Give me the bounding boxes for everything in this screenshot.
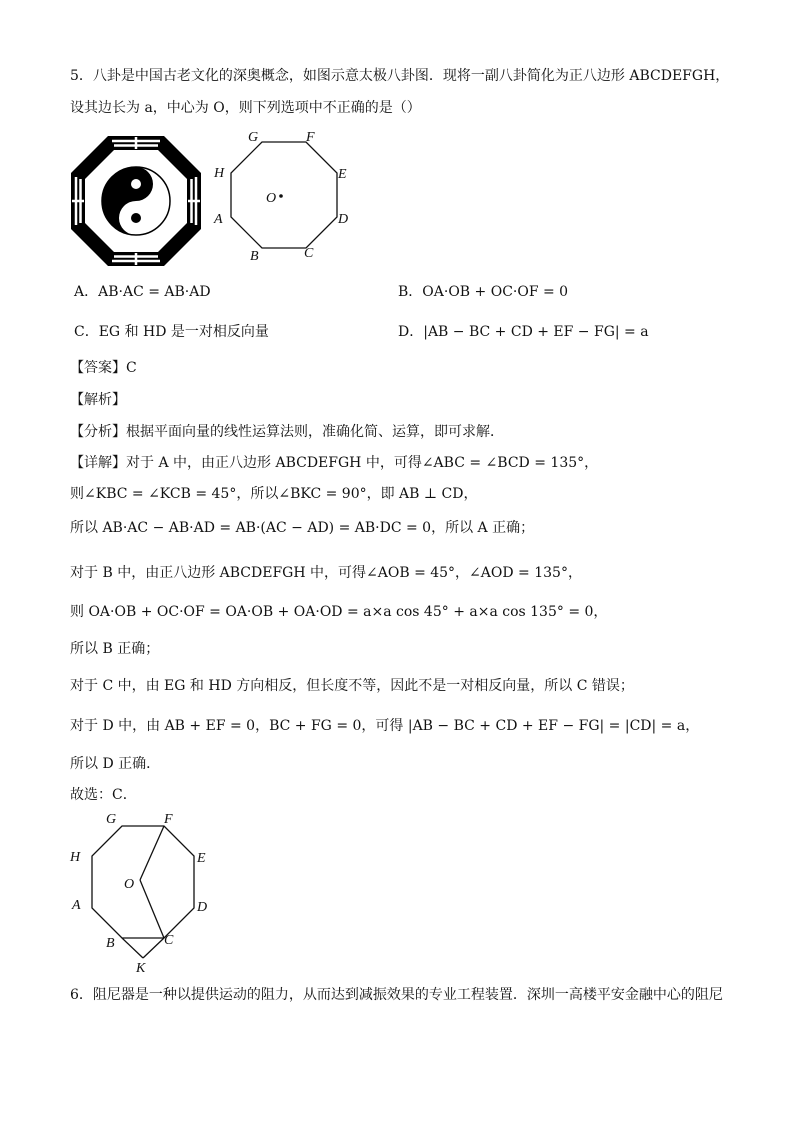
label2-F: F [164, 812, 173, 827]
option-a: A．AB·AC = AB·AD [74, 284, 211, 300]
label2-A: A [72, 898, 81, 913]
detail-line-6: 所以 B 正确； [70, 641, 160, 657]
analysis-fenxi: 【分析】根据平面向量的线性运算法则，准确化简、运算，即可求解． [70, 424, 504, 440]
detail-line-1: 【详解】对于 A 中，由正八边形 ABCDEFGH 中，可得∠ABC = ∠BCD = 135°， [70, 455, 599, 471]
label2-E: E [197, 851, 206, 866]
label-H: H [214, 166, 225, 181]
label2-B: B [106, 936, 115, 951]
choose-line: 故选：C． [70, 787, 137, 803]
detail-line-2: 则∠KBC = ∠KCB = 45°，所以∠BKC = 90°，即 AB ⊥ CD， [70, 486, 478, 502]
detail-line-7: 对于 C 中，由 EG 和 HD 方向相反，但长度不等，因此不是一对相反向量，所以 C 错误； [70, 678, 634, 694]
label2-G: G [106, 812, 117, 827]
label-E: E [338, 167, 347, 182]
q6-stem-line1: 6．阻尼器是一种以提供运动的阻力，从而达到减振效果的专业工程装置．深圳一高楼平安金融中心的阻尼 [70, 987, 723, 1003]
option-c: C．EG 和 HD 是一对相反向量 [74, 324, 269, 340]
answer: 【答案】C [70, 360, 137, 376]
label-O: O [266, 191, 277, 206]
bagua-figure [68, 133, 204, 269]
center-point [279, 194, 283, 198]
label-D: D [338, 212, 349, 227]
label2-C: C [164, 933, 174, 948]
detail-line-4: 对于 B 中，由正八边形 ABCDEFGH 中，可得∠AOB = 45°，∠AOD = 135°， [70, 565, 582, 581]
analysis-title: 【解析】 [70, 392, 126, 408]
octagon-figure-2 [64, 808, 224, 978]
option-d: D．|AB − BC + CD + EF − FG| = a [398, 324, 649, 340]
detail-line-5: 则 OA·OB + OC·OF = OA·OB + OA·OD = a×a cos 45° + a×a cos 135° = 0， [70, 604, 608, 620]
label-C: C [304, 246, 314, 261]
label2-K: K [136, 961, 146, 976]
detail-line-8: 对于 D 中，由 AB + EF = 0，BC + FG = 0，可得 |AB − BC + CD + EF − FG| = |CD| = a， [70, 718, 700, 734]
label2-D: D [197, 900, 208, 915]
q5-stem-line2: 设其边长为 a，中心为 O，则下列选项中不正确的是（） [70, 100, 421, 116]
label-G: G [248, 130, 259, 145]
octagon-figure-1 [210, 125, 360, 265]
label2-O: O [124, 877, 135, 892]
label2-H: H [70, 850, 81, 865]
detail-line-3: 所以 AB·AC − AB·AD = AB·(AC − AD) = AB·DC = 0，所以 A 正确； [70, 520, 535, 536]
label-F: F [306, 130, 315, 145]
label-B: B [250, 249, 259, 264]
label-A: A [214, 212, 223, 227]
option-b: B．OA·OB + OC·OF = 0 [398, 284, 569, 300]
detail-line-9: 所以 D 正确． [70, 756, 161, 772]
q5-stem-line1: 5．八卦是中国古老文化的深奥概念，如图示意太极八卦图．现将一副八卦简化为正八边形 ABCDEFGH， [70, 68, 730, 84]
